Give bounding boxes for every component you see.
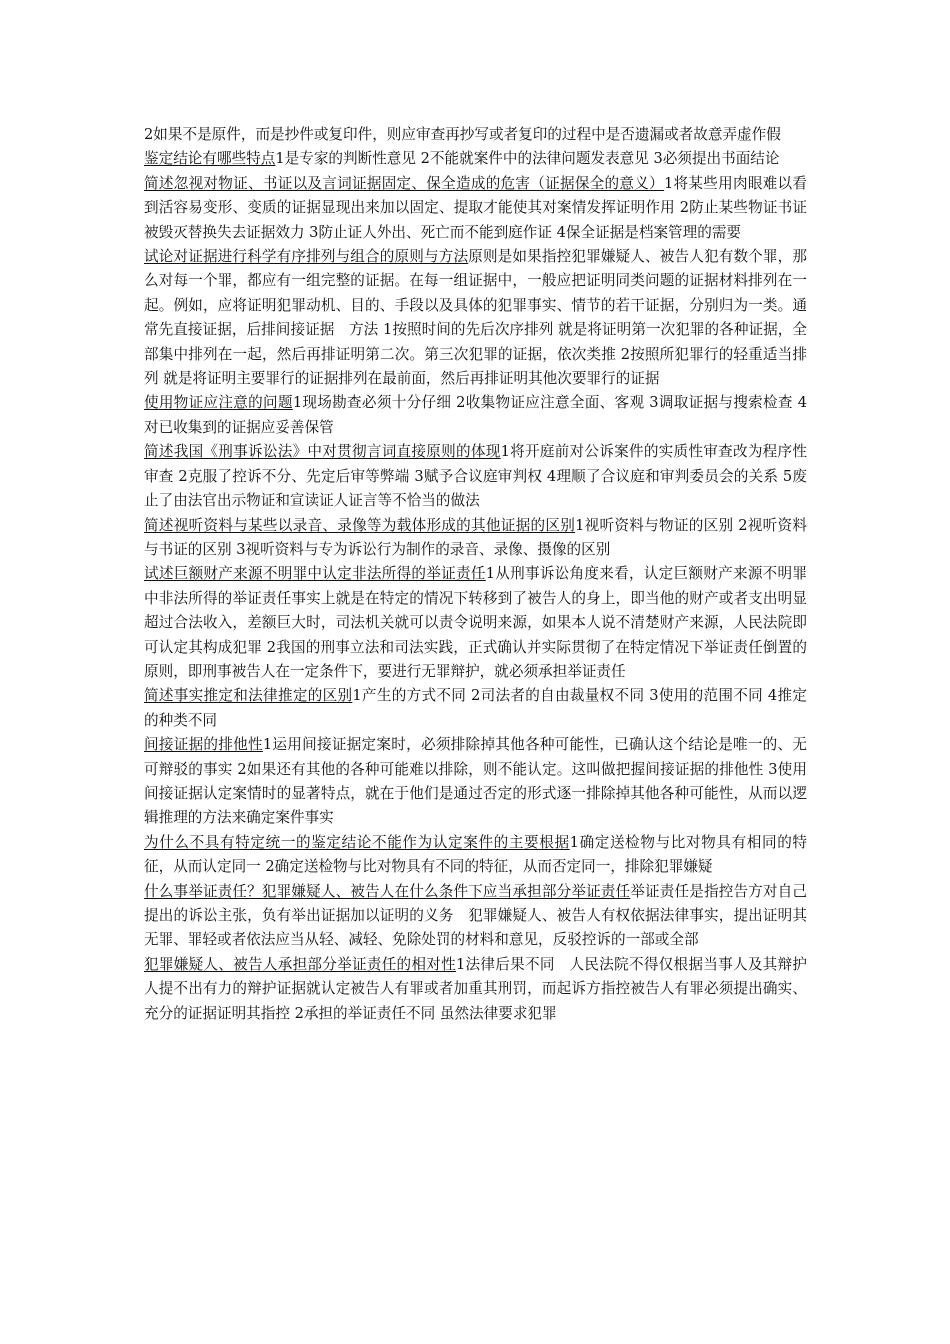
paragraph-5 xyxy=(144,391,807,440)
paragraph-7 xyxy=(144,514,807,563)
question-heading: 简述视听资料与某些以录音、录像等为载体形成的其他证据的区别 xyxy=(144,516,576,534)
question-heading: 什么事举证责任？犯罪嫌疑人、被告人在什么条件下应当承担部分举证责任 xyxy=(144,882,631,900)
paragraph-3 xyxy=(144,172,807,245)
question-heading: 试述巨额财产来源不明罪中认定非法所得的举证责任 xyxy=(144,565,486,583)
answer-text: 1运用间接证据定案时，必须排除掉其他各种可能性，已确认这个结论是唯一的、无可辩驳的事实 2如果还有其他的各种可能难以排除，则不能认定。这叫做把握间接证据的排他性 3使用间接证据认定案情时的显著特点，就在于他们是通过否定的形式逐一排除掉其他各种可能性，从而以逻辑推理的方法来确定案件事实 xyxy=(144,736,807,827)
paragraph-9 xyxy=(144,684,807,733)
answer-text: 2如果不是原件，而是抄件或复印件，则应审查再抄写或者复印的过程中是否遗漏或者故意弄虚作假 xyxy=(144,126,781,143)
question-heading: 简述事实推定和法律推定的区别 xyxy=(144,687,353,705)
question-heading: 间接证据的排他性 xyxy=(144,736,263,754)
paragraph-12 xyxy=(144,880,807,953)
answer-text: 原则是如果指控犯罪嫌疑人、被告人犯有数个罪，那么对每一个罪，都应有一组完整的证据。在每一组证据中，一般应把证明同类问题的证据材料排列在一起。例如，应将证明犯罪动机、目的、手段以及具体的犯罪事实、情节的若干证据，分别归为一类。通常先直接证据，后排间接证据 方法 1按照时间的先后次序排列 就是将证明第一次犯罪的各种证据，全部集中排列在一起，然后再排证明第二次。第三次犯罪的证据，依次类推 2按照所犯罪行的轻重适当排列 就是将证明主要罪行的证据排列在最前面，然后再排证明其他次要罪行的证据 xyxy=(144,248,807,388)
paragraph-6 xyxy=(144,440,807,513)
paragraph-13 xyxy=(144,953,807,1026)
paragraph-10 xyxy=(144,733,807,831)
answer-text: 1确定送检物与比对物具有相同的特征，从而认定同一 2确定送检物与比对物具有不同的特征，从而否定同一，排除犯罪嫌疑 xyxy=(144,833,807,876)
answer-text: 1视听资料与物证的区别 2视听资料与书证的区别 3视听资料与专为诉讼行为制作的录音、录像、摄像的区别 xyxy=(144,516,807,558)
answer-text: 1是专家的判断性意见 2不能就案件中的法律问题发表意见 3必须提出书面结论 xyxy=(275,150,780,168)
answer-text: 1产生的方式不同 2司法者的自由裁量权不同 3使用的范围不同 4推定的种类不同 xyxy=(144,687,807,729)
answer-text: 1从刑事诉讼角度来看，认定巨额财产来源不明罪中非法所得的举证责任事实上就是在特定的情况下转移到了被告人的身上，即当他的财产或者支出明显超过合法收入，差额巨大时，司法机关就可以责令说明来源，如果本人说不清楚财产来源，人民法院即可认定其构成犯罪 2我国的刑事立法和司法实践，正式确认并实际贯彻了在特定情况下举证责任倒置的原则，即刑事被告人在一定条件下，要进行无罪辩护，就必须承担举证责任 xyxy=(144,565,807,680)
question-heading: 为什么不具有特定统一的鉴定结论不能作为认定案件的主要根据 xyxy=(144,833,570,851)
paragraph-2 xyxy=(144,147,807,171)
question-heading: 使用物证应注意的问题 xyxy=(144,394,293,412)
question-heading: 简述忽视对物证、书证以及言词证据固定、保全造成的危害（证据保全的意义） xyxy=(144,174,664,192)
answer-text: 1将开庭前对公诉案件的实质性审查改为程序性审查 2克服了控诉不分、先定后审等弊端 3赋予合议庭审判权 4理顺了合议庭和审判委员会的关系 5废止了由法官出示物证和宣读证人证言等不恰当的做法 xyxy=(144,443,807,510)
question-heading: 简述我国《刑事诉讼法》中对贯彻言词直接原则的体现 xyxy=(144,443,501,461)
answer-text: 1将某些用肉眼难以看到活容易变形、变质的证据显现出来加以固定、提取才能使其对案情发挥证明作用 2防止某些物证书证被毁灭替换失去证据效力 3防止证人外出、死亡而不能到庭作证 4保全证据是档案管理的需要 xyxy=(144,174,807,241)
paragraph-8 xyxy=(144,562,807,684)
question-heading: 试论对证据进行科学有序排列与组合的原则与方法 xyxy=(144,248,469,266)
answer-text: 1现场勘查必须十分仔细 2收集物证应注意全面、客观 3调取证据与搜索检查 4对已收集到的证据应妥善保管 xyxy=(144,394,807,436)
answer-text: 举证责任是指控告方对自己提出的诉讼主张，负有举出证据加以证明的义务 犯罪嫌疑人、被告人有权依据法律事实，提出证明其无罪、罪轻或者依法应当从轻、减轻、免除处罚的材料和意见，反驳控诉的一部或全部 xyxy=(144,882,807,949)
document-page xyxy=(144,123,807,1026)
question-heading: 犯罪嫌疑人、被告人承担部分举证责任的相对性 xyxy=(144,955,456,973)
paragraph-11 xyxy=(144,831,807,880)
paragraph-4 xyxy=(144,245,807,391)
answer-text: 1法律后果不同 人民法院不得仅根据当事人及其辩护人提不出有力的辩护证据就认定被告人有罪或者加重其刑罚，而起诉方指控被告人有罪必须提出确实、充分的证据证明其指控 2承担的举证责任不同 虽然法律要求犯罪 xyxy=(144,955,807,1022)
question-heading: 鉴定结论有哪些特点 xyxy=(144,150,276,168)
paragraph-1 xyxy=(144,123,807,147)
